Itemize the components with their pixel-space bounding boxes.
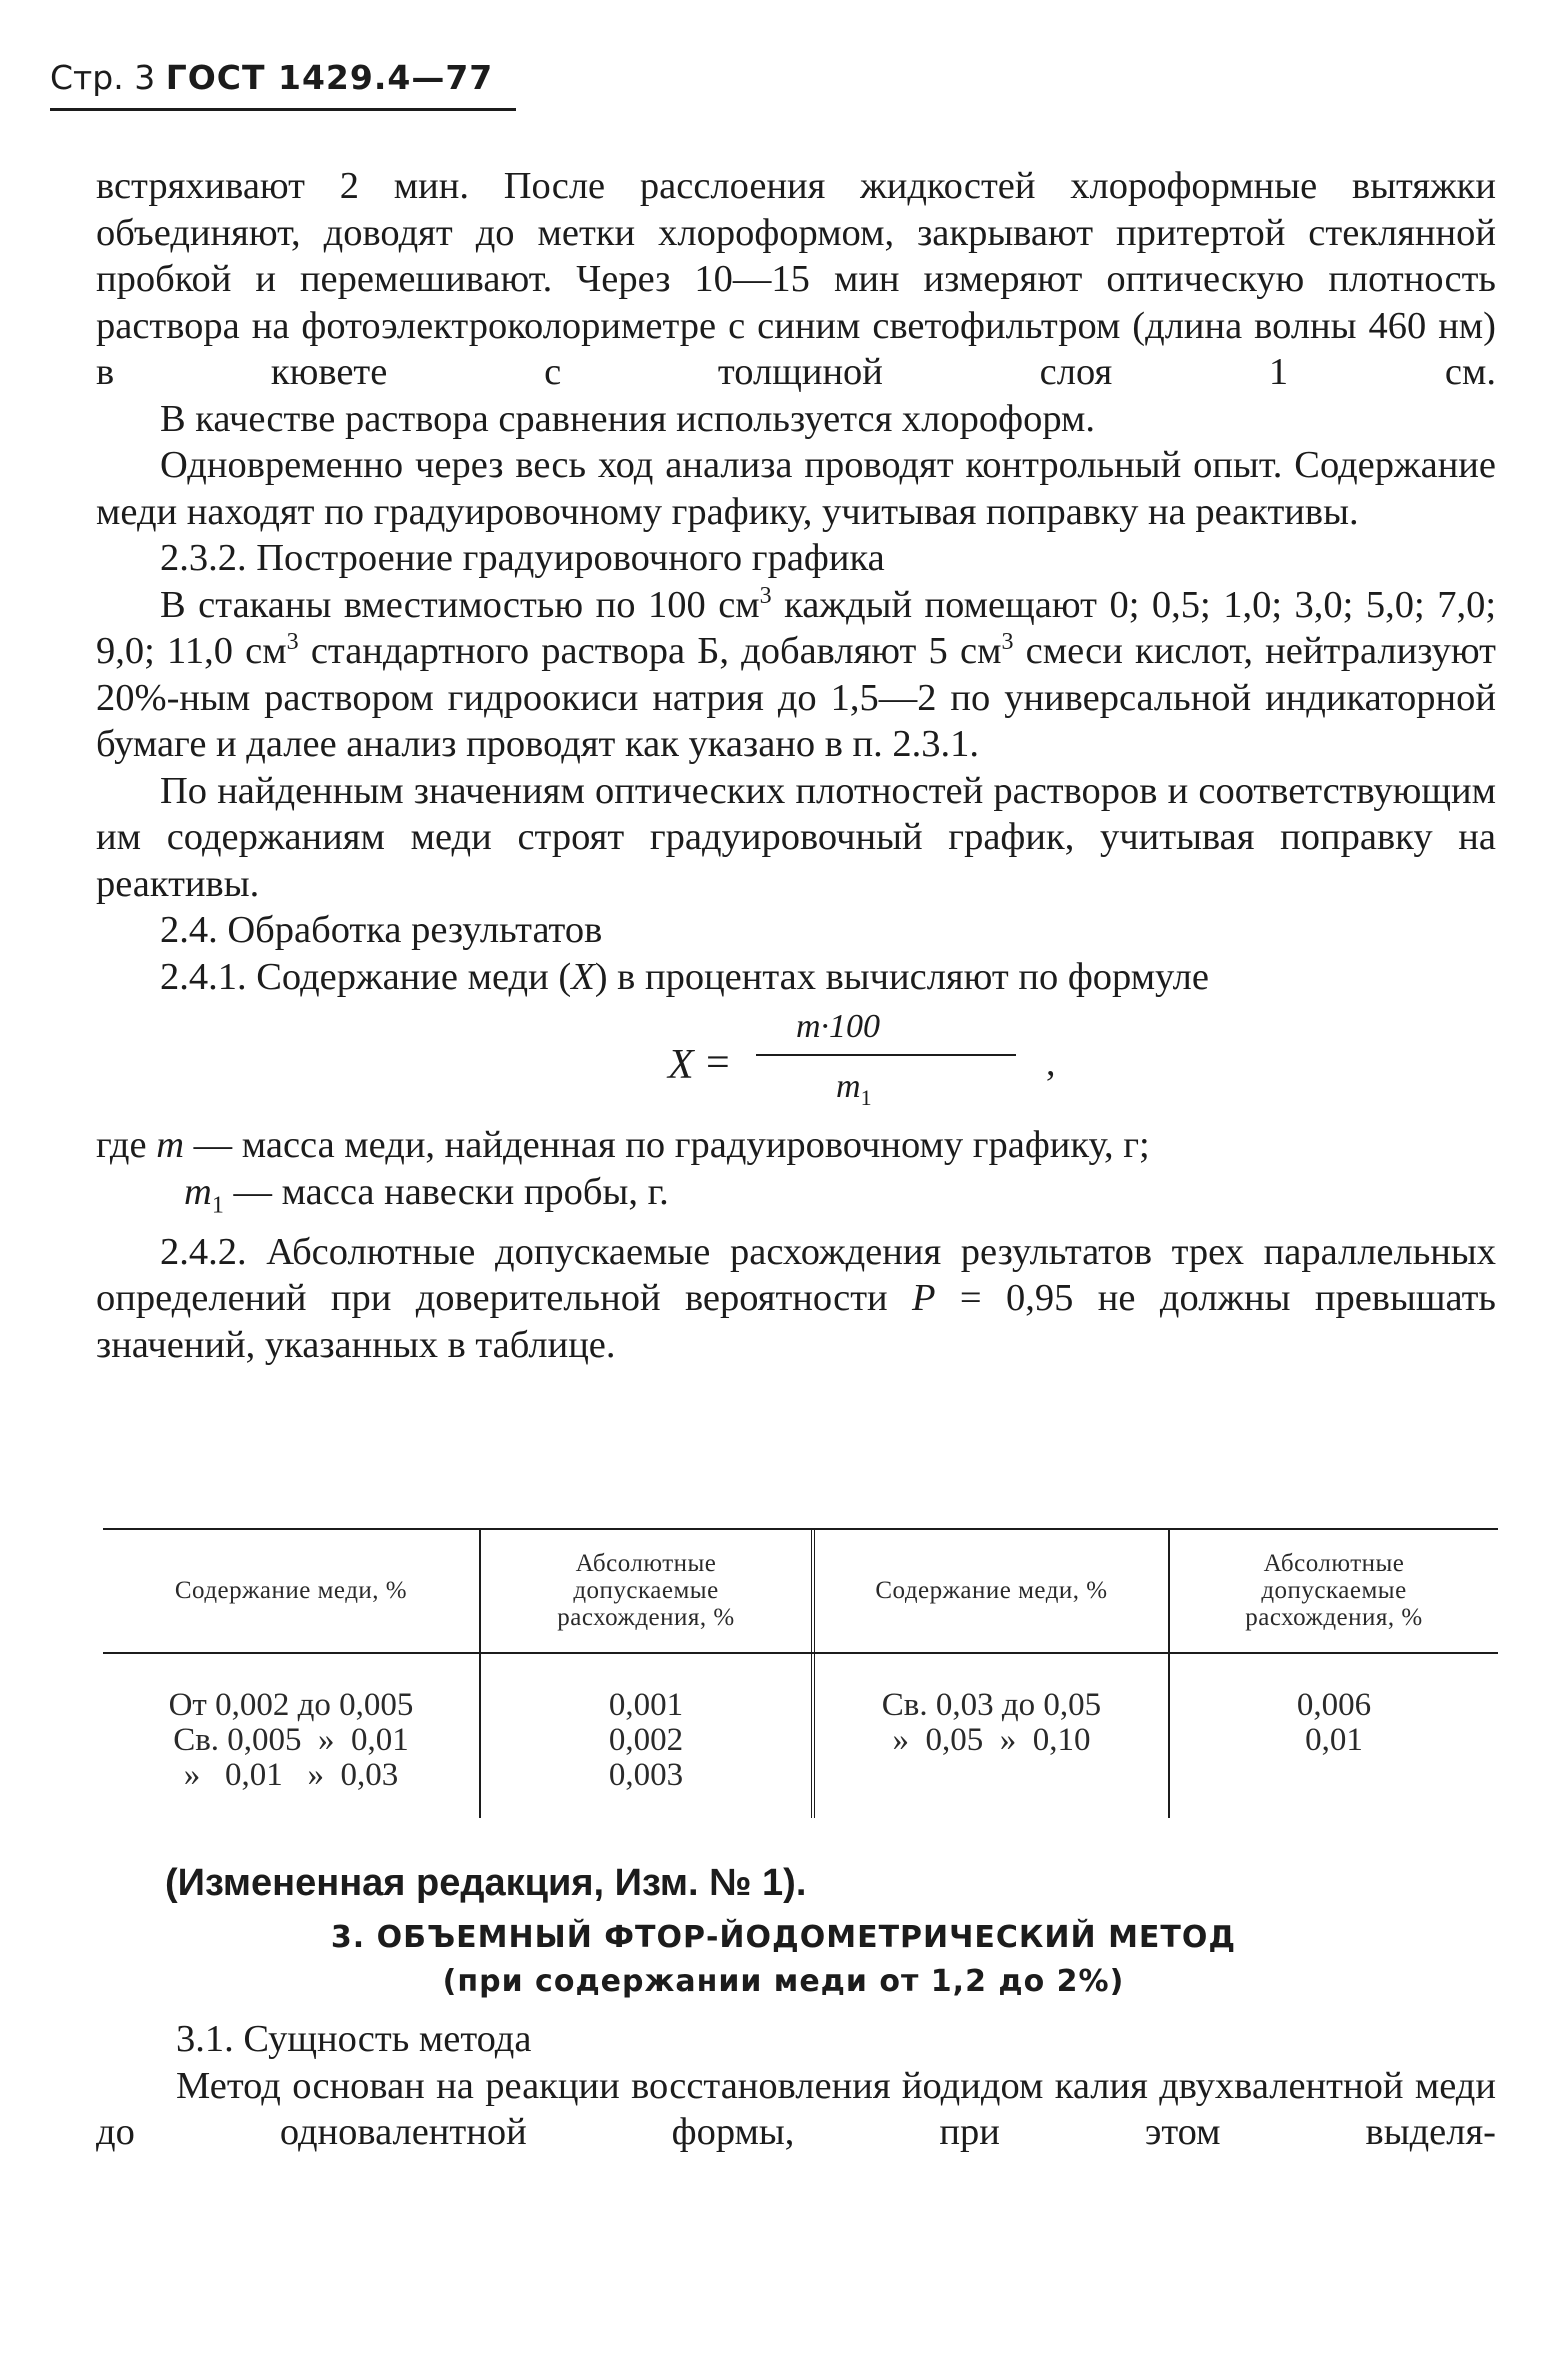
table-cell: » 0,05 » 0,10 [892, 1722, 1091, 1758]
table-cell: » 0,01 » 0,03 [183, 1757, 399, 1793]
section-3-body [96, 2016, 1496, 2156]
table-cell: 0,003 [608, 1757, 684, 1793]
paragraph-2-4-2: 2.4.2. Абсолютные допускаемые расхождения результатов трех параллельных определений при доверительной вероятности P = 0,95 не должны превышать значений, указанных в таблице. [96, 1230, 1496, 1366]
table-cell: 0,002 [608, 1722, 684, 1758]
paragraph-graph: По найденным значениям оптических плотностей растворов и соответствующим им содержаниям меди строят градуировочный график, учитывая поправку на реактивы. [96, 769, 1496, 905]
header-rule [50, 108, 516, 111]
formula-numerator: m·100 [796, 1008, 881, 1045]
table-header-rule [103, 1652, 1498, 1654]
body-text [96, 163, 1496, 1368]
page-header [50, 58, 493, 97]
paragraph-continuation: встряхивают 2 мин. После расслоения жидкостей хлороформные вытяжки объединяют, доводят до метки хлороформом, закрывают притертой стеклянной пробкой и перемешивают. Через 10—15 мин измеряют оптическую плотность раствора на фотоэлектроколориметре с синим светофильтром (длина волны 460 нм) в кювете с толщиной слоя 1 см. [96, 165, 1496, 393]
amendment-note: (Измененная редакция, Изм. № 1). [165, 1862, 807, 1904]
section-3-subtitle: (при содержании меди от 1,2 до 2%) [442, 1964, 1125, 1999]
table-cell: Св. 0,005 » 0,01 [173, 1722, 409, 1758]
table-header-cell: Содержание меди, % [174, 1576, 408, 1604]
formula-fraction-bar [756, 1054, 1016, 1056]
formula-lhs: X [668, 1042, 694, 1088]
table-cell: 0,01 [1305, 1722, 1363, 1758]
standard-number: ГОСТ 1429.4—77 [165, 58, 494, 97]
table-cell: Св. 0,03 до 0,05 [881, 1687, 1102, 1723]
table-cell: 0,001 [608, 1687, 684, 1723]
table-cell: 0,006 [1296, 1687, 1372, 1723]
formula-denominator: $m_1$ [836, 1068, 872, 1110]
table-column-copper-2 [815, 1688, 1168, 1758]
table-cell: От 0,002 до 0,005 [168, 1687, 414, 1723]
table-column-tolerance-2 [1170, 1688, 1498, 1758]
page-number: Стр. 3 [50, 58, 156, 97]
heading-3-1: 3.1. Сущность метода [176, 2018, 532, 2060]
table-column-tolerance-1 [481, 1688, 811, 1793]
heading-2-3-2: 2.3.2. Построение градуировочного графика [160, 537, 885, 579]
table-column-copper-1 [103, 1688, 479, 1793]
where-m1: $m_1$ — масса навески пробы, г. [184, 1170, 669, 1219]
formula-equals: = [706, 1040, 730, 1086]
paragraph-control-test: Одновременно через весь ход анализа проводят контрольный опыт. Содержание меди находят по градуировочному графику, учитывая поправку на реактивы. [96, 444, 1496, 533]
section-3-title: 3. ОБЪЕМНЫЙ ФТОР-ЙОДОМЕТРИЧЕСКИЙ МЕТОД [330, 1920, 1237, 1955]
table-header-cell: Абсолютные допускаемые расхождения, % [1245, 1549, 1423, 1631]
paragraph-calibration: В стаканы вместимостью по 100 $см^3$ каждый помещают 0; 0,5; 1,0; 3,0; 5,0; 7,0; 9,0; 11,0 $см^3$ стандартного раствора Б, добавляют 5 $см^3$ смеси кислот, нейтрализуют 20%-ным раствором гидроокиси натрия до 1,5—2 по универсальной индикаторной бумаге и далее анализ проводят как указано в п. 2.3.1. [96, 582, 1497, 765]
table-header-cell: Содержание меди, % [875, 1576, 1108, 1604]
heading-2-4: 2.4. Обработка результатов [160, 909, 603, 951]
copper-formula [96, 1004, 1496, 1116]
table-header-cell: Абсолютные допускаемые расхождения, % [557, 1549, 735, 1631]
paragraph-reference-solution: В качестве раствора сравнения используется хлороформ. [160, 397, 1095, 440]
where-m: где m — масса меди, найденная по градуировочному графику, г; [96, 1124, 1150, 1166]
paragraph-2-4-1: 2.4.1. Содержание меди (X) в процентах вычисляют по формуле [160, 955, 1209, 998]
paragraph-method-essence: Метод основан на реакции восстановления йодидом калия двухвалентной меди до одновалентной формы, при этом выделя- [96, 2064, 1496, 2153]
formula-comma: , [1046, 1042, 1056, 1084]
